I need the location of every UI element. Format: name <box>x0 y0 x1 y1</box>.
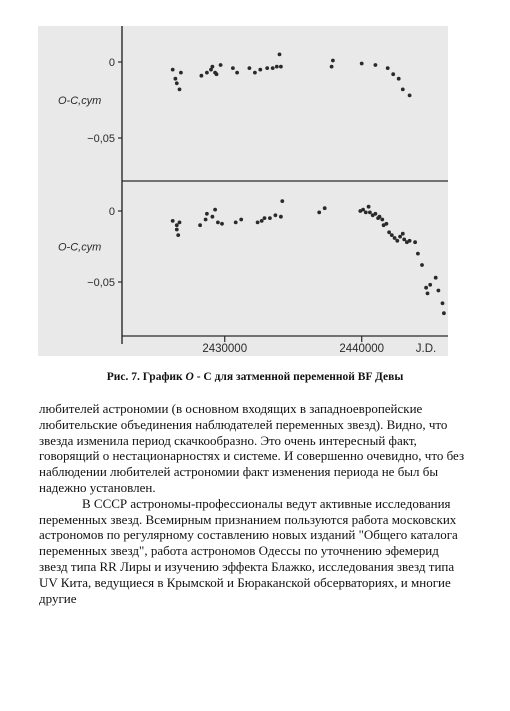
data-point <box>239 218 243 222</box>
caption-suffix: - С для затменной переменной BF Девы <box>193 371 404 383</box>
data-point <box>211 215 215 219</box>
data-point <box>175 228 179 232</box>
y-tick-label: 0 <box>108 206 115 218</box>
data-point <box>390 233 394 237</box>
data-point <box>219 63 223 67</box>
data-point <box>220 222 224 226</box>
data-point <box>323 206 327 210</box>
data-point <box>360 62 364 66</box>
x-tick-label: 2440000 <box>339 343 385 355</box>
data-point <box>391 72 395 76</box>
y-tick-label: −0,05 <box>87 133 115 145</box>
data-point <box>408 239 412 243</box>
y-tick-label: −0,05 <box>87 277 115 289</box>
data-point <box>413 240 417 244</box>
paragraph-2: В СССР астрономы-профессионалы ведут активные исследования переменных звезд. Всемирным признанием пользуются работа московских астрономов по регулярному составлению новых изданий "Общего каталога переменных звезд", работа астрономов Одессы по уточнению эфемерид звезд типа RR Лиры и изучению эффекта Блажко, исследования звезд типа UV Кита, ведущиеся в Крымской и Бюраканской обсерваториях, и многие другие <box>39 495 458 606</box>
body-text <box>39 401 469 606</box>
y-axis-label: O-C,сут <box>58 95 102 107</box>
data-point <box>398 235 402 239</box>
figure-caption <box>0 371 510 383</box>
data-point <box>263 216 267 220</box>
oc-chart-svg <box>38 26 448 356</box>
data-point <box>402 238 406 242</box>
data-point <box>260 219 264 223</box>
data-point <box>317 211 321 215</box>
data-point <box>253 71 257 75</box>
data-point <box>179 71 183 75</box>
data-point <box>275 65 279 69</box>
data-point <box>258 68 262 72</box>
data-point <box>178 88 182 92</box>
data-point <box>198 223 202 227</box>
data-point <box>374 212 378 216</box>
data-point <box>378 215 382 219</box>
data-point <box>174 77 178 81</box>
data-point <box>231 66 235 70</box>
data-point <box>234 221 238 225</box>
data-point <box>235 71 239 75</box>
data-point <box>280 199 284 203</box>
data-point <box>387 230 391 234</box>
data-point <box>424 286 428 290</box>
data-point <box>401 88 405 92</box>
data-point <box>408 94 412 98</box>
data-point <box>176 233 180 237</box>
data-point <box>175 81 179 85</box>
data-point <box>216 221 220 225</box>
x-axis-label: J.D. <box>415 343 437 355</box>
data-point <box>331 59 335 63</box>
data-point <box>279 215 283 219</box>
y-tick-label: 0 <box>108 57 115 69</box>
y-axis-label: O-C,сут <box>58 241 102 254</box>
data-point <box>278 53 282 57</box>
data-point <box>437 289 441 293</box>
data-point <box>386 66 390 70</box>
data-point <box>171 68 175 72</box>
data-point <box>420 263 424 267</box>
data-point <box>367 205 371 209</box>
data-point <box>393 236 397 240</box>
data-point <box>416 252 420 256</box>
data-point <box>368 211 372 215</box>
data-point <box>374 63 378 67</box>
data-point <box>205 212 209 216</box>
paragraph-1: любителей астрономии (в основном входящих в западноевропейские любительские объединения наблюдателей переменных звезд). Видно, что звезда изменила период скачкообразно. Это очень интересный факт, говорящий о нестационарностях и системе. И совершенно очевидно, что без наблюдении любителей астрономии факт изменения периода не был бы надежно установлен. <box>39 401 465 495</box>
data-point <box>434 276 438 280</box>
caption-prefix: Рис. 7. График <box>106 371 186 383</box>
data-point <box>175 223 179 227</box>
data-point <box>213 208 217 212</box>
data-point <box>364 211 368 215</box>
panel-1 <box>58 53 412 146</box>
data-point <box>401 232 405 236</box>
data-point <box>265 66 269 70</box>
data-point <box>215 72 219 76</box>
x-tick-label: 2430000 <box>202 343 248 355</box>
data-point <box>271 66 275 70</box>
data-point <box>205 71 209 75</box>
data-point <box>380 218 384 222</box>
oc-diagram-figure <box>38 26 448 356</box>
data-point <box>268 216 272 220</box>
data-point <box>330 65 334 69</box>
caption-oc-symbol: O <box>185 371 194 383</box>
data-point <box>200 74 204 78</box>
data-point <box>361 208 365 212</box>
data-point <box>178 221 182 225</box>
data-point <box>256 221 260 225</box>
data-point <box>428 283 432 287</box>
data-point <box>274 213 278 217</box>
data-point <box>426 292 430 296</box>
data-point <box>397 77 401 81</box>
data-point <box>204 218 208 222</box>
data-point <box>441 301 445 305</box>
data-point <box>385 222 389 226</box>
data-point <box>279 65 283 69</box>
data-point <box>211 65 215 69</box>
data-point <box>171 219 175 223</box>
data-point <box>395 239 399 243</box>
panel-2 <box>58 199 446 315</box>
data-point <box>248 66 252 70</box>
data-point <box>442 311 446 315</box>
